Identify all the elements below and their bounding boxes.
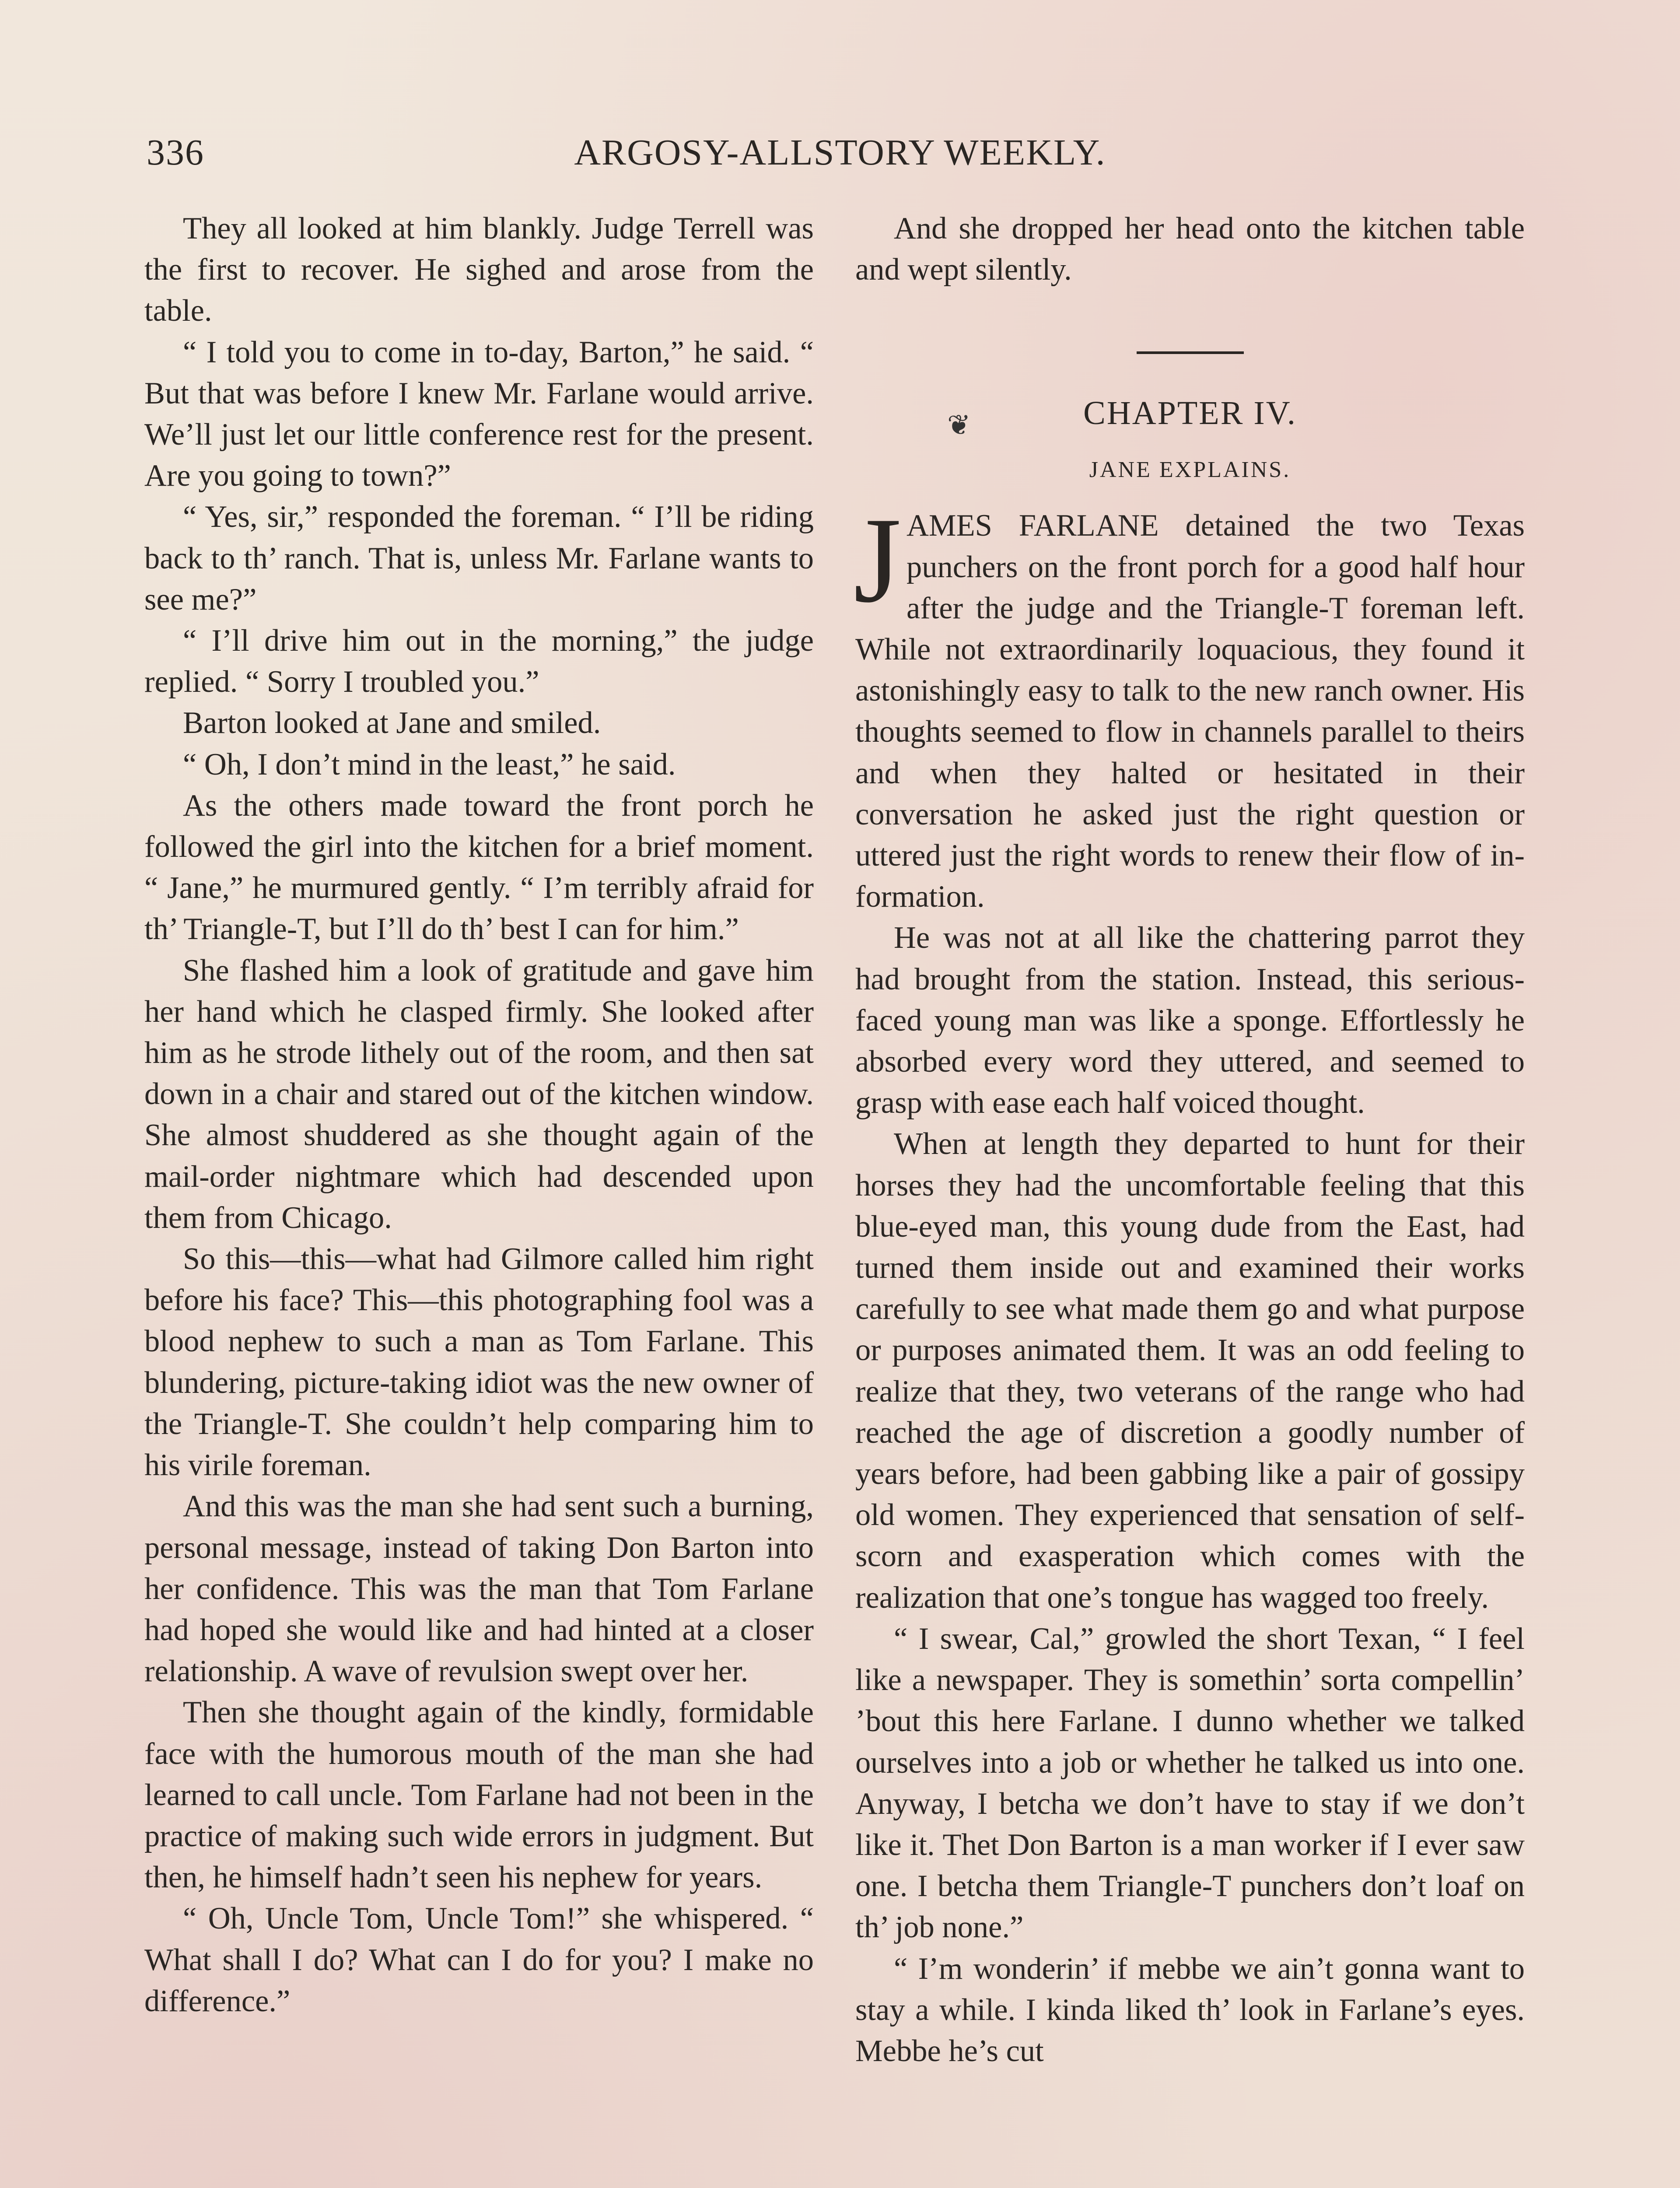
paragraph: “ I told you to come in to-day, Barton,” he said. “ But that was before I knew Mr. Farlane would arrive. We’ll just let our little conference rest for the present. Are you going to town?” <box>144 335 814 493</box>
paragraph: So this—this—what had Gilmore called him right before his face? This—this photographing fool was a blood nephew to such a man as Tom Farlane. This blundering, picture-taking idiot was the new owner of the Triangle-T. She couldn’t help comparing him to his virile foreman. <box>144 1242 814 1483</box>
opening-text: AMES FARLANE detained the two Texas punchers on the front porch for a good half hour after the judge and the Triangle-T foreman left. While not extraordinarily loquacious, they found it astonishingly easy to talk to the new ranch owner. His thoughts seemed to flow in channels parallel to theirs and when they halted or hesitated in their conversation he asked just the right question or uttered just the right words to renew their flow of information. <box>855 508 1525 914</box>
left-column <box>144 208 814 2022</box>
paragraph: “ Oh, I don’t mind in the least,” he said. <box>183 747 676 782</box>
paragraph: They all looked at him blankly. Judge Terrell was the first to recover. He sighed and arose from the table. <box>144 211 814 328</box>
chapter-title: CHAPTER IV. <box>1083 395 1297 432</box>
paragraph: As the others made toward the front porch he followed the girl into the kitchen for a brief moment. “ Jane,” he murmured gently. “ I’m terribly afraid for th’ Triangle-T, but I’ll do th’ best I can for him.” <box>144 788 814 947</box>
paragraph: And this was the man she had sent such a burning, personal message, instead of taking Don Barton into her confidence. This was the man that Tom Farlane had hoped she would like and had hinted at a closer relationship. A wave of revulsion swept over her. <box>144 1489 814 1689</box>
paragraph: “ Oh, Uncle Tom, Uncle Tom!” she whispered. “ What shall I do? What can I do for you? I make no difference.” <box>144 1901 814 2018</box>
section-divider <box>1137 351 1244 354</box>
paragraph: Barton looked at Jane and smiled. <box>183 706 601 740</box>
paragraph: “ Yes, sir,” responded the foreman. “ I’ll be riding back to th’ ranch. That is, unless Mr. Farlane wants to see me?” <box>144 500 814 617</box>
paragraph: And she dropped her head onto the kitchen table and wept silently. <box>855 211 1525 287</box>
chapter-subtitle: JANE EXPLAINS. <box>1089 457 1291 483</box>
page-number: 336 <box>147 132 204 173</box>
paragraph: “ I’ll drive him out in the morning,” the judge replied. “ Sorry I troubled you.” <box>144 624 814 699</box>
page-header <box>147 131 1533 179</box>
chapter-opening-paragraph <box>854 492 1525 917</box>
paragraph: She flashed him a look of gratitude and gave him her hand which he clasped firmly. She looked after him as he strode lithely out of the room, and then sat down in a chair and stared out of the kitchen window. She almost shuddered as she thought again of the mail-order nightmare which had descended upon them from Chicago. <box>144 953 814 1235</box>
right-column <box>855 208 1525 2072</box>
running-head: ARGOSY-ALLSTORY WEEKLY. <box>574 132 1106 173</box>
printer-ornament-icon: ❦ <box>947 410 971 441</box>
paragraph: He was not at all like the chattering parrot they had brought from the station. Instead, this serious-faced young man was like a sponge. Effortlessly he absorbed every word they uttered, and seemed to grasp with ease each half voiced thought. <box>855 921 1525 1120</box>
paragraph: When at length they departed to hunt for their horses they had the uncomfortable feeling that this blue-eyed man, this young dude from the East, had turned them inside out and examined their works carefully to see what made them go and what purpose or purposes animated them. It was an odd feeling to realize that they, two veterans of the range who had reached the age of discretion a goodly number of years before, had been gabbing like a pair of gossipy old women. They experienced that sensation of self-scorn and exasperation which comes with the realization that one’s tongue has wagged too freely. <box>855 1127 1525 1615</box>
paragraph: “ I’m wonderin’ if mebbe we ain’t gonna want to stay a while. I kinda liked th’ look in Farlane’s eyes. Mebbe he’s cut <box>855 1951 1525 2068</box>
drop-cap: J <box>854 492 901 628</box>
paragraph: Then she thought again of the kindly, formidable face with the humorous mouth of the man she had learned to call uncle. Tom Farlane had not been in the practice of making such wide errors in judgment. But then, he himself hadn’t seen his nephew for years. <box>144 1695 814 1895</box>
paragraph: “ I swear, Cal,” growled the short Texan, “ I feel like a newspaper. They is somethin’ sorta compellin’ ’bout this here Farlane. I dunno whether we talked ourselves into a job or whether he talked us into one. Anyway, I betcha we don’t have to stay if we don’t like it. Thet Don Barton is a man worker if I ever saw one. I betcha them Triangle-T punchers don’t loaf on th’ job none.” <box>855 1621 1525 1945</box>
